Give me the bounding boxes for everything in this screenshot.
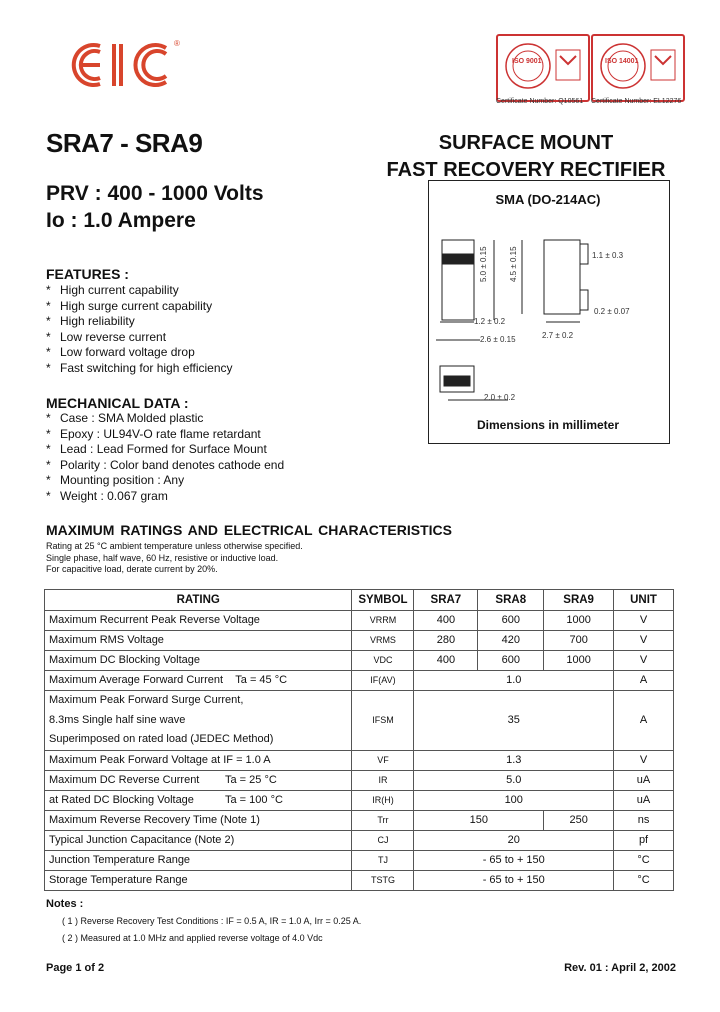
table-row xyxy=(45,750,674,770)
condition-text: Ta = 25 °C xyxy=(225,773,277,786)
symbol-cell: IR(H) xyxy=(352,790,414,810)
cert-seal-icon xyxy=(498,36,588,100)
col-header: SRA9 xyxy=(544,590,614,611)
value-cell: 600 xyxy=(478,651,544,671)
symbol-cell: IFSM xyxy=(352,691,414,751)
rating-cell: Maximum RMS Voltage xyxy=(45,631,352,651)
rating-text: Maximum Average Forward Current xyxy=(49,674,224,686)
table-row xyxy=(45,790,674,810)
ratings-table xyxy=(44,589,674,891)
page-number: Page 1 of 2 xyxy=(46,962,105,974)
value-cell: 700 xyxy=(544,631,614,651)
iso9001-cert-badge xyxy=(496,34,590,102)
feature-item: * High surge current capability xyxy=(46,299,233,315)
rating-cell xyxy=(45,691,352,751)
rating-text: Maximum DC Reverse Current xyxy=(49,773,200,786)
feature-item: * Low forward voltage drop xyxy=(46,345,233,361)
symbol-cell: TSTG xyxy=(352,870,414,890)
mechanical-item: * Polarity : Color band denotes cathode end xyxy=(46,458,284,474)
unit-cell: V xyxy=(614,631,674,651)
feature-item: * High current capability xyxy=(46,283,233,299)
value-cell: 1.3 xyxy=(414,750,614,770)
condition-line: Rating at 25 °C ambient temperature unless otherwise specified. xyxy=(46,541,303,551)
revision-date: Rev. 01 : April 2, 2002 xyxy=(564,962,676,974)
dim-lead-label: 1.1 ± 0.3 xyxy=(592,251,624,260)
value-cell: 400 xyxy=(414,651,478,671)
unit-cell: V xyxy=(614,750,674,770)
unit-cell: pf xyxy=(614,830,674,850)
condition-line: Single phase, half wave, 60 Hz, resistive or inductive load. xyxy=(46,552,279,563)
dim-width-top-label: 1.2 ± 0.2 xyxy=(474,317,506,326)
rating-cell xyxy=(45,770,352,790)
unit-cell: ns xyxy=(614,810,674,830)
value-cell: 1000 xyxy=(544,651,614,671)
col-header: SYMBOL xyxy=(352,590,414,611)
table-row xyxy=(45,850,674,870)
dim-lead-len-label: 2.7 ± 0.2 xyxy=(542,331,574,340)
value-cell: 20 xyxy=(414,830,614,850)
mechanical-item: * Weight : 0.067 gram xyxy=(46,489,284,505)
svg-text:®: ® xyxy=(174,39,180,48)
col-header: UNIT xyxy=(614,590,674,611)
unit-cell: °C xyxy=(614,870,674,890)
value-cell: 280 xyxy=(414,631,478,651)
symbol-cell: Trr xyxy=(352,810,414,830)
condition-text: Ta = 45 °C xyxy=(235,674,288,686)
heading-line1: SURFACE MOUNT xyxy=(438,132,614,154)
condition-line: For capacitive load, derate current by 20%. xyxy=(46,564,218,574)
dim-body-height-label: 4.5 ± 0.15 xyxy=(509,246,518,282)
unit-cell: V xyxy=(614,611,674,631)
table-row xyxy=(45,671,674,691)
feature-item: * High reliability xyxy=(46,314,233,330)
note-item: ( 2 ) Measured at 1.0 MHz and applied reverse voltage of 4.0 Vdc xyxy=(62,933,323,943)
device-heading xyxy=(378,130,674,184)
prv-io-block xyxy=(46,180,264,234)
value-cell: 150 xyxy=(414,810,544,830)
table-header-row xyxy=(45,590,674,611)
feature-item: * Low reverse current xyxy=(46,330,233,346)
symbol-cell: IR xyxy=(352,770,414,790)
rating-cell: Maximum Peak Forward Voltage at IF = 1.0 A xyxy=(45,750,352,770)
mechanical-list xyxy=(46,411,284,504)
value-cell: 35 xyxy=(414,691,614,751)
value-cell: 5.0 xyxy=(414,770,614,790)
ratings-conditions xyxy=(46,541,303,576)
package-outline-drawing xyxy=(428,210,668,410)
eic-logo xyxy=(66,36,184,94)
symbol-cell: IF(AV) xyxy=(352,671,414,691)
rating-line: Superimposed on rated load (JEDEC Method) xyxy=(49,733,274,745)
table-row xyxy=(45,691,674,751)
table-row xyxy=(45,830,674,850)
table-row xyxy=(45,770,674,790)
cert1-number: Certificate Number: Q10561 xyxy=(496,98,584,105)
package-title: SMA (DO-214AC) xyxy=(495,192,601,207)
value-cell: 1000 xyxy=(544,611,614,631)
mechanical-title: MECHANICAL DATA : xyxy=(46,395,189,411)
rating-cell: Storage Temperature Range xyxy=(45,870,352,890)
dim-width-full-label: 2.6 ± 0.15 xyxy=(480,335,516,344)
rating-cell: Typical Junction Capacitance (Note 2) xyxy=(45,830,352,850)
unit-cell: uA xyxy=(614,770,674,790)
value-cell: 400 xyxy=(414,611,478,631)
rating-cell xyxy=(45,790,352,810)
unit-cell: A xyxy=(614,671,674,691)
unit-cell: A xyxy=(614,691,674,751)
value-cell: 420 xyxy=(478,631,544,651)
rating-cell: Maximum Reverse Recovery Time (Note 1) xyxy=(45,810,352,830)
dim-height-label: 5.0 ± 0.15 xyxy=(479,246,488,282)
features-title: FEATURES : xyxy=(46,266,129,282)
rating-cell: Junction Temperature Range xyxy=(45,850,352,870)
col-header: SRA8 xyxy=(478,590,544,611)
dimensions-note: Dimensions in millimeter xyxy=(476,418,620,432)
symbol-cell: VF xyxy=(352,750,414,770)
table-row xyxy=(45,611,674,631)
value-cell: 600 xyxy=(478,611,544,631)
rating-cell: Maximum DC Blocking Voltage xyxy=(45,651,352,671)
iso14001-cert-badge xyxy=(591,34,685,102)
unit-cell: uA xyxy=(614,790,674,810)
value-cell: 100 xyxy=(414,790,614,810)
mechanical-item: * Mounting position : Any xyxy=(46,473,284,489)
symbol-cell: VRRM xyxy=(352,611,414,631)
rating-line: 8.3ms Single half sine wave xyxy=(49,713,186,726)
col-header: RATING xyxy=(45,590,352,611)
dim-lead-thick-label: 0.2 ± 0.07 xyxy=(594,307,630,316)
part-title: SRA7 - SRA9 xyxy=(46,128,203,158)
table-row xyxy=(45,870,674,890)
value-cell: - 65 to + 150 xyxy=(414,850,614,870)
prv-text: PRV : 400 - 1000 Volts xyxy=(46,182,264,205)
mechanical-item: * Lead : Lead Formed for Surface Mount xyxy=(46,442,284,458)
rating-text: at Rated DC Blocking Voltage xyxy=(49,793,194,806)
symbol-cell: TJ xyxy=(352,850,414,870)
condition-text: Ta = 100 °C xyxy=(225,793,283,806)
ratings-title: MAXIMUM RATINGS AND ELECTRICAL CHARACTERISTICS xyxy=(46,522,452,538)
rating-line: Maximum Peak Forward Surge Current, xyxy=(49,694,244,706)
cert-seal-icon xyxy=(593,36,683,100)
col-header: SRA7 xyxy=(414,590,478,611)
value-cell: - 65 to + 150 xyxy=(414,870,614,890)
note-item: ( 1 ) Reverse Recovery Test Conditions : IF = 0.5 A, IR = 1.0 A, Irr = 0.25 A. xyxy=(62,916,362,926)
table-row xyxy=(45,810,674,830)
value-cell: 250 xyxy=(544,810,614,830)
table-row xyxy=(45,631,674,651)
rating-cell: Maximum Recurrent Peak Reverse Voltage xyxy=(45,611,352,631)
symbol-cell: CJ xyxy=(352,830,414,850)
symbol-cell: VRMS xyxy=(352,631,414,651)
mechanical-item: * Case : SMA Molded plastic xyxy=(46,411,284,427)
feature-item: * Fast switching for high efficiency xyxy=(46,361,233,377)
value-cell: 1.0 xyxy=(414,671,614,691)
table-row xyxy=(45,651,674,671)
unit-cell: °C xyxy=(614,850,674,870)
rating-cell xyxy=(45,671,352,691)
dim-bottom-label: 2.0 ± 0.2 xyxy=(484,393,516,402)
heading-line2: FAST RECOVERY RECTIFIER xyxy=(386,159,666,181)
cert2-number: Certificate Number: EL12276 xyxy=(591,98,682,105)
notes-title: Notes : xyxy=(46,898,84,910)
unit-cell: V xyxy=(614,651,674,671)
iso-label: ISO 14001 xyxy=(605,58,639,65)
features-list xyxy=(46,283,233,376)
iso-label: ISO 9001 xyxy=(512,58,542,65)
io-text: Io : 1.0 Ampere xyxy=(46,209,196,232)
mechanical-item: * Epoxy : UL94V-O rate flame retardant xyxy=(46,427,284,443)
symbol-cell: VDC xyxy=(352,651,414,671)
